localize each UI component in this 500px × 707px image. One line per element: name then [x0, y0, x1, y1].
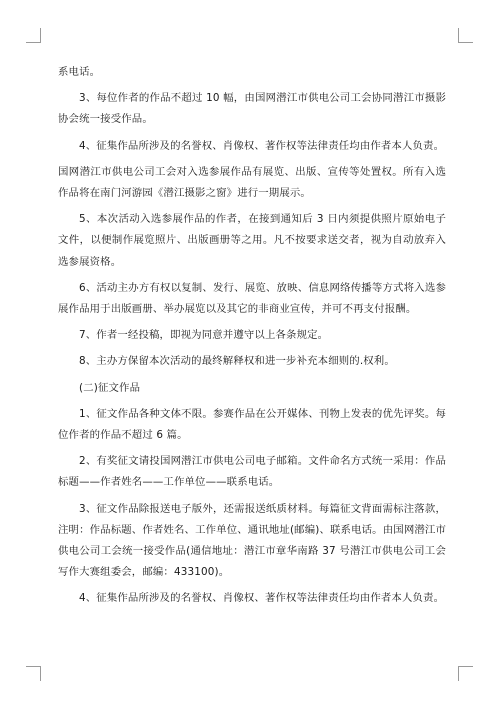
paragraph: 2、有奖征文请投国网潜江市供电公司电子邮箱。文件命名方式统一采用：作品标题——作者姓名——工作单位——联系电话。 — [58, 455, 446, 489]
crop-mark-bottom-left — [26, 666, 41, 681]
paragraph: 4、征集作品所涉及的名誉权、肖像权、著作权等法律责任均由作者本人负责。 — [79, 592, 445, 605]
paragraph: 3、每位作者的作品不超过 10 幅，由国网潜江市供电公司工会协同潜江市摄影协会统一接受作品。 — [58, 92, 446, 126]
crop-mark-top-right — [458, 28, 473, 43]
section-heading: (二)征文作品 — [79, 381, 141, 394]
paragraph: 3、征文作品除报送电子版外，还需报送纸质材料。每篇征文背面需标注落款，注明：作品标题、作者姓名、工作单位、通讯地址(邮编)、联系电话。由国网潜江市供电公司工会统一接受作品(通信地址：潜江市章华南路 37 号潜江市供电公司工会写作大赛组委会，邮编：433100)。 — [58, 502, 446, 579]
paragraph: 7、作者一经投稿，即视为同意并遵守以上各条规定。 — [79, 329, 329, 342]
crop-mark-bottom-right — [458, 666, 473, 681]
paragraph: 6、活动主办方有权以复制、发行、展览、放映、信息网络传播等方式将入选参展作品用于出版画册、举办展览以及其它的非商业宣传，并可不再支付报酬。 — [58, 281, 446, 316]
paragraph: 国网潜江市供电公司工会对入选参展作品有展览、出版、宣传等处置权。所有入选作品将在南门河游园《潜江摄影之窗》进行一期展示。 — [58, 165, 446, 200]
paragraph: 1、征文作品各种文体不限。参赛作品在公开媒体、刊物上发表的优先评奖。每位作者的作品不超过 6 篇。 — [58, 407, 446, 442]
paragraph: 5、本次活动入选参展作品的作者，在接到通知后 3 日内须提供照片原始电子文件，以便制作展览照片、出版画册等之用。凡不按要求送交者，视为自动放弃入选参展资格。 — [58, 213, 446, 268]
paragraph: 系电话。 — [58, 66, 101, 78]
document-body — [58, 62, 446, 615]
paragraph: 4、征集作品所涉及的名誉权、肖像权、著作权等法律责任均由作者本人负责。 — [79, 139, 445, 152]
paragraph: 8、主办方保留本次活动的最终解释权和进一步补充本细则的.权利。 — [79, 355, 395, 368]
crop-mark-top-left — [26, 28, 41, 43]
